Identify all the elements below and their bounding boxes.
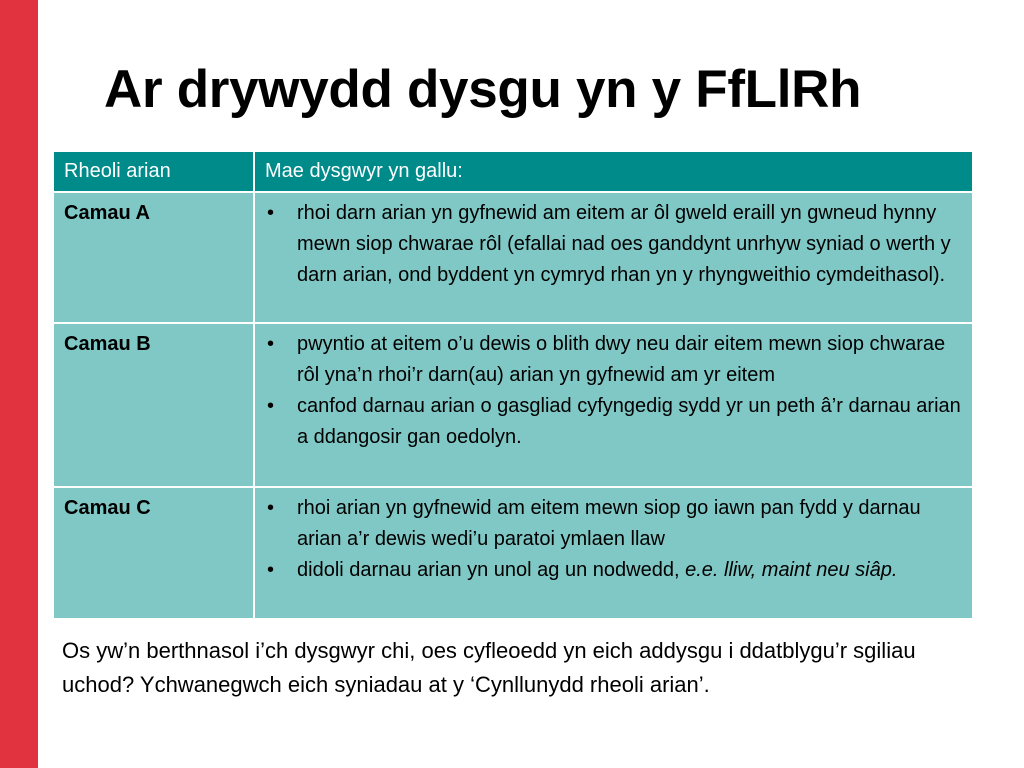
bullet-icon: • [267, 395, 275, 417]
skills-list [265, 198, 962, 291]
header-learners-can: Mae dysgwyr yn gallu: [254, 151, 973, 192]
stage-b-skills [254, 323, 973, 487]
stage-c-skills [254, 487, 973, 619]
list-item [265, 198, 962, 291]
list-item [265, 493, 962, 555]
skill-text [297, 559, 897, 581]
skills-list [265, 493, 962, 586]
slide-title: Ar drywydd dysgu yn y FfLlRh [104, 60, 862, 119]
table-row [53, 487, 973, 619]
bullet-icon: • [267, 202, 275, 224]
table-header-row [53, 151, 973, 192]
list-item [265, 329, 962, 391]
stage-label-a: Camau A [53, 192, 254, 323]
list-item [265, 391, 962, 453]
list-item [265, 555, 962, 586]
table-row [53, 323, 973, 487]
skill-text: canfod darnau arian o gasgliad cyfyngedig sydd yr un peth â’r darnau arian a ddangosir gan oedolyn. [297, 395, 961, 448]
table-row [53, 192, 973, 323]
skill-text: rhoi darn arian yn gyfnewid am eitem ar ôl gweld eraill yn gwneud hynny mewn siop chwarae rôl (efallai nad oes ganddynt unrhyw syniad o werth y darn arian, ond byddent yn cymryd rhan yn y rhyngweithio cymdeithasol). [297, 202, 951, 286]
red-accent-bar [0, 0, 38, 768]
skills-list [265, 329, 962, 453]
stage-label-b: Camau B [53, 323, 254, 487]
stage-label-c: Camau C [53, 487, 254, 619]
money-management-table [52, 150, 974, 620]
skill-text-example: e.e. lliw, maint neu siâp. [685, 559, 898, 581]
stage-a-skills [254, 192, 973, 323]
reflection-prompt: Os yw’n berthnasol i’ch dysgwyr chi, oes cyfleoedd yn eich addysgu i ddatblygu’r sgiliau uchod? Ychwanegwch eich syniadau at y ‘Cynllunydd rheoli arian’. [62, 638, 916, 697]
skill-text: pwyntio at eitem o’u dewis o blith dwy neu dair eitem mewn siop chwarae rôl yna’n rhoi’r darn(au) arian yn gyfnewid am yr eitem [297, 333, 946, 386]
skill-text-plain: didoli darnau arian yn unol ag un nodwedd, [297, 559, 686, 581]
bullet-icon: • [267, 333, 275, 355]
header-money-management: Rheoli arian [53, 151, 254, 192]
bullet-icon: • [267, 497, 275, 519]
skill-text: rhoi arian yn gyfnewid am eitem mewn siop go iawn pan fydd y darnau arian a’r dewis wedi’u paratoi ymlaen llaw [297, 497, 921, 550]
bullet-icon: • [267, 559, 275, 581]
